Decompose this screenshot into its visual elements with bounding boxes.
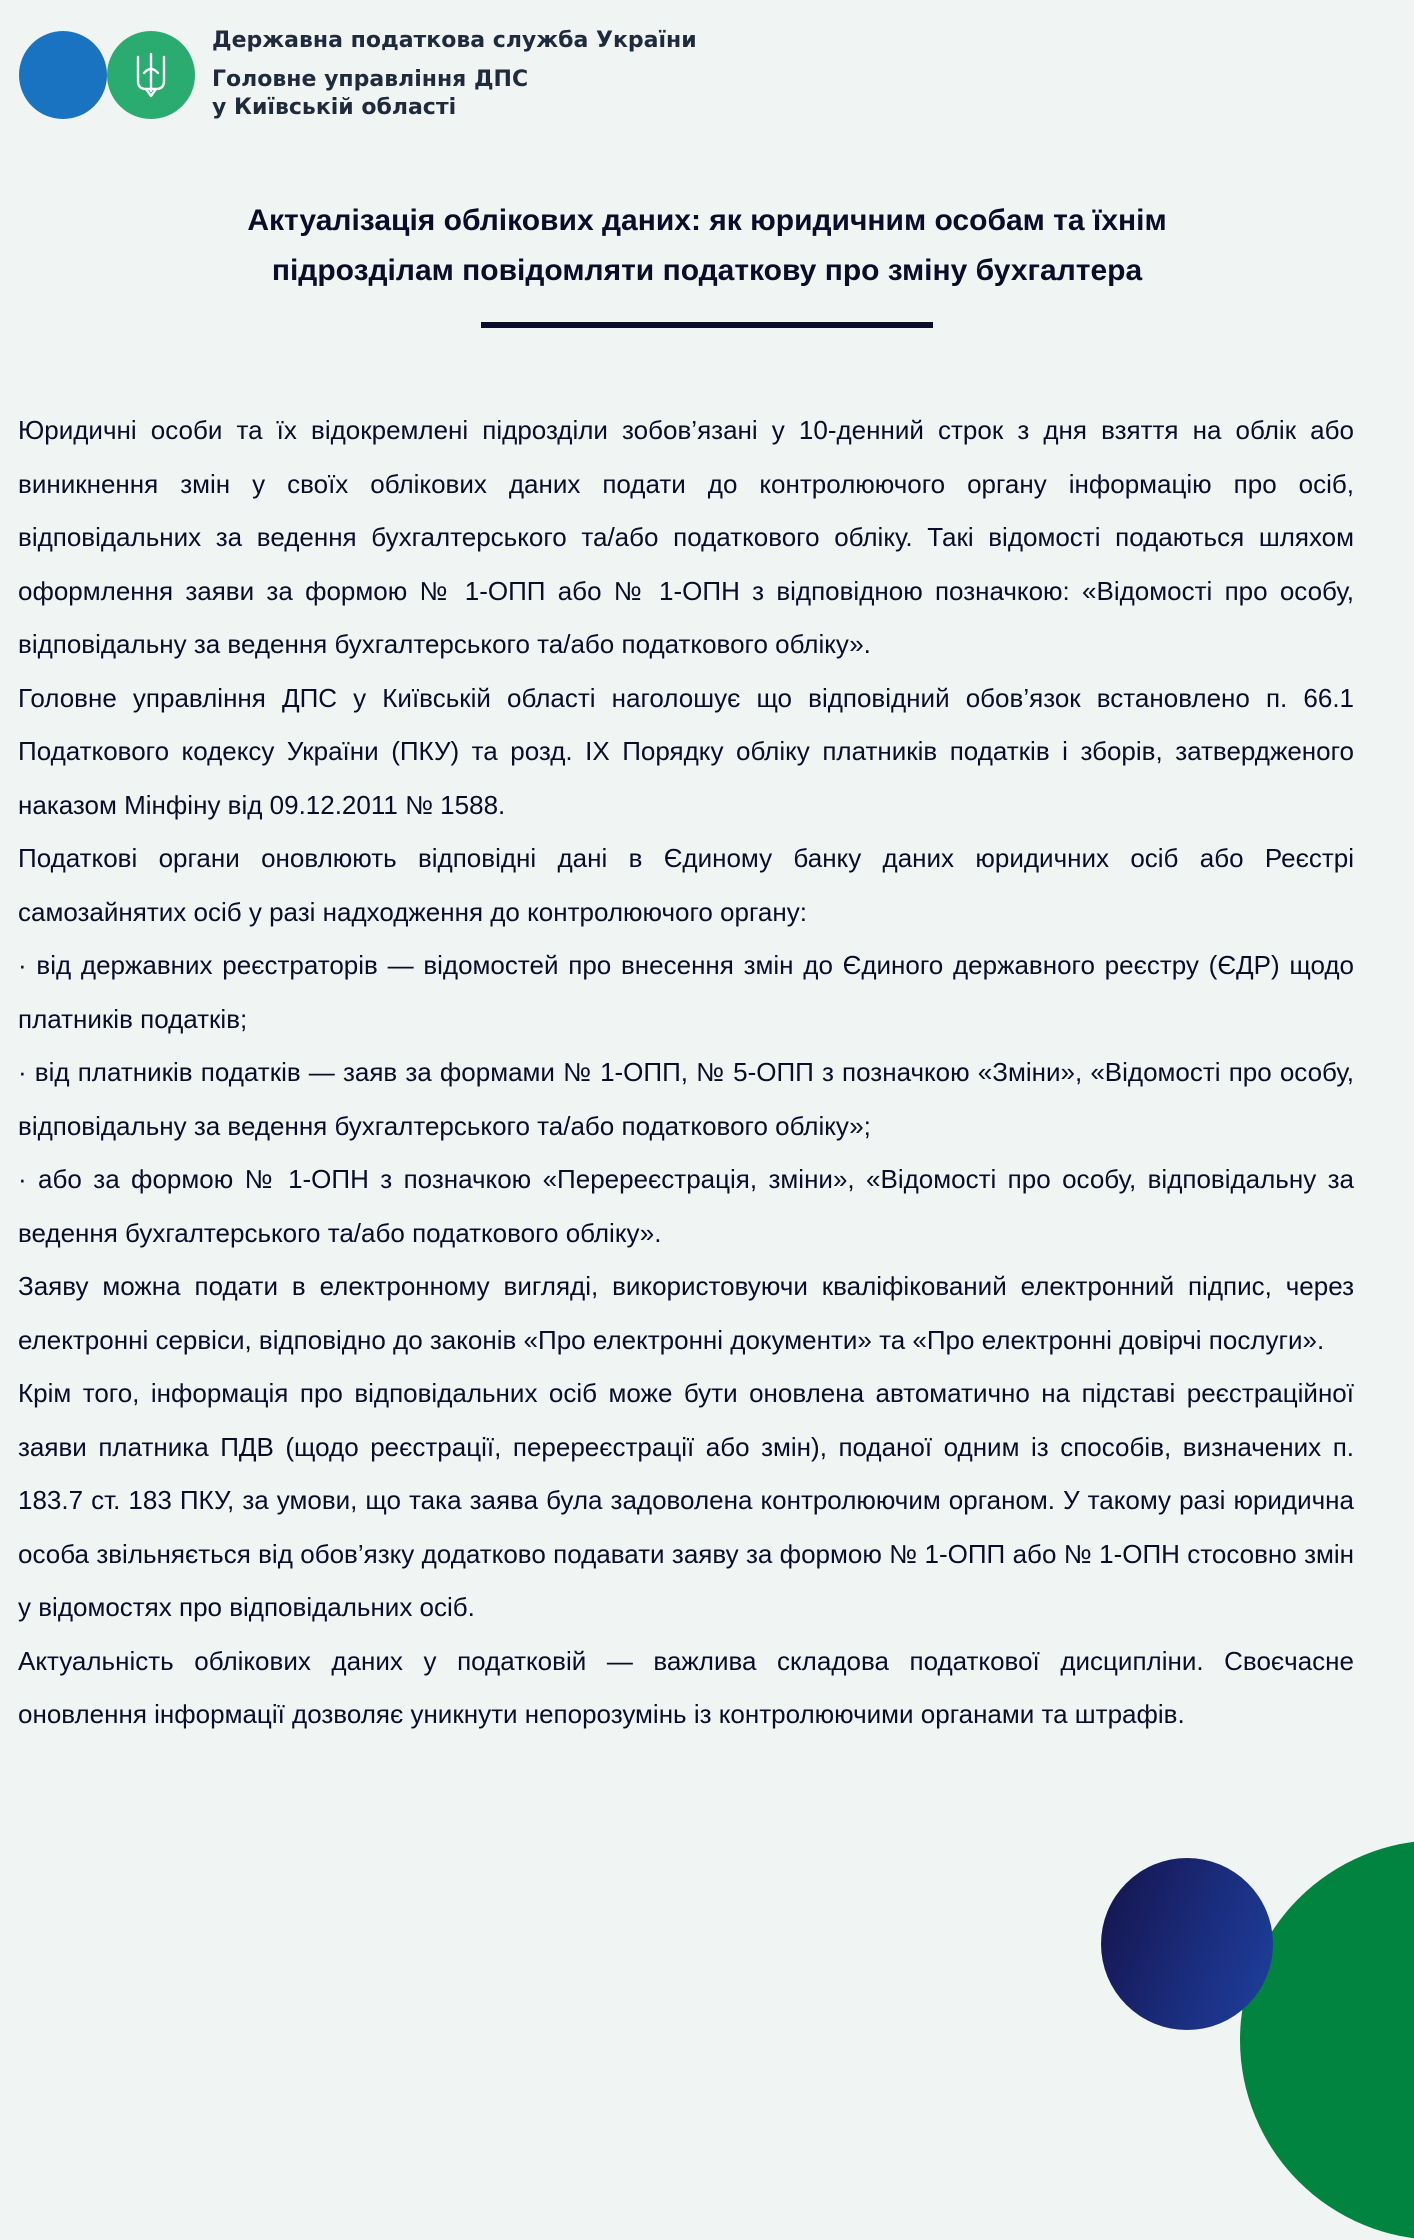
- paragraph: Головне управління ДПС у Київській області наголошує що відповідний обов’язок встановлено п. 66.1 Податкового кодексу України (ПКУ) та розд. IX Порядку обліку платників податків і зборів, затвердженого наказом Мінфіну від 09.12.2011 № 1588.: [18, 682, 1354, 820]
- logo-green-circle: [107, 31, 195, 119]
- title-line-1: Актуалізація облікових даних: як юридичним особам та їхнім: [247, 204, 1167, 237]
- paragraph: Крім того, інформація про відповідальних осіб може бути оновлена автоматично на підставі реєстраційної заяви платника ПДВ (щодо реєстрації, перереєстрації або змін), поданої одним із способів, визначених п. 183.7 ст. 183 ПКУ, за умови, що така заява була задоволена контролюючим органом. У такому разі юридична особа звільняється від обов’язку додатково подавати заяву за формою № 1-ОПП або № 1-ОПН стосовно змін у відомостях про відповідальних осіб.: [18, 1378, 1354, 1622]
- paragraph: Актуальність облікових даних у податковій — важлива складова податкової дисципліни. Своєчасне оновлення інформації дозволяє уникнути непорозумінь із контролюючими органами та штрафів.: [18, 1645, 1354, 1729]
- department-line-1: Головне управління ДПС: [212, 67, 529, 92]
- page-header: [0, 0, 1414, 130]
- organization-name: Державна податкова служба України: [212, 28, 697, 53]
- title-line-2: підрозділам повідомляти податкову про зміну бухгалтера: [271, 254, 1143, 287]
- decorative-green-circle: [1240, 1840, 1414, 2240]
- list-item: · від державних реєстраторів — відомостей про внесення змін до Єдиного державного реєстру (ЄДР) щодо платників податків;: [18, 950, 1354, 1034]
- department-name: [212, 66, 528, 122]
- title-underline: [481, 322, 933, 328]
- department-line-2: у Київській області: [212, 95, 457, 120]
- trident-icon: [133, 51, 169, 99]
- paragraph: Заяву можна подати в електронному вигляді, використовуючи кваліфікований електронний підпис, через електронні сервіси, відповідно до законів «Про електронні документи» та «Про електронні довірчі послуги».: [18, 1271, 1354, 1355]
- paragraph: Податкові органи оновлюють відповідні дані в Єдиному банку даних юридичних осіб або Реєстрі самозайнятих осіб у разі надходження до контролюючого органу:: [18, 843, 1354, 927]
- list-item: · від платників податків — заяв за формами № 1-ОПП, № 5-ОПП з позначкою «Зміни», «Відомості про особу, відповідальну за ведення бухгалтерського та/або податкового обліку»;: [18, 1057, 1354, 1141]
- article-body: [18, 404, 1354, 1742]
- list-item: · або за формою № 1-ОПН з позначкою «Перереєстрація, зміни», «Відомості про особу, відповідальну за ведення бухгалтерського та/або податкового обліку».: [18, 1164, 1354, 1248]
- article-title: [100, 196, 1314, 296]
- paragraph: Юридичні особи та їх відокремлені підрозділи зобов’язані у 10-денний строк з дня взяття на облік або виникнення змін у своїх облікових даних подати до контролюючого органу інформацію про осіб, відповідальних за ведення бухгалтерського та/або податкового обліку. Такі відомості подаються шляхом оформлення заяви за формою № 1-ОПП або № 1-ОПН з відповідною позначкою: «Відомості про особу, відповідальну за ведення бухгалтерського та/або податкового обліку».: [18, 415, 1354, 659]
- decorative-navy-circle: [1101, 1858, 1273, 2030]
- logo-blue-circle: [19, 31, 107, 119]
